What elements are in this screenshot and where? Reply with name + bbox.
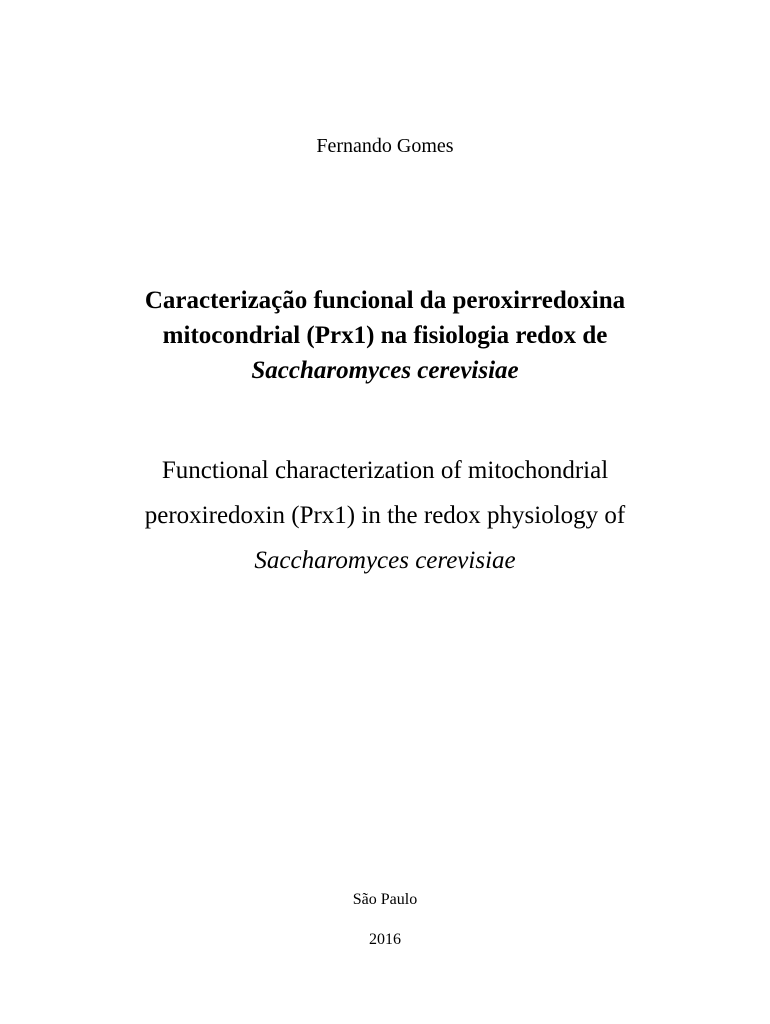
title-en-line-1: Functional characterization of mitochondrial xyxy=(161,457,609,484)
title-pt-line-3: Saccharomyces cerevisiae xyxy=(251,357,519,384)
city: São Paulo xyxy=(352,891,418,908)
title-pt-line-2: mitocondrial (Prx1) na fisiologia redox de xyxy=(162,322,608,349)
author-name: Fernando Gomes xyxy=(316,135,454,157)
title-en-line-2: peroxiredoxin (Prx1) in the redox physiology of xyxy=(144,502,626,529)
title-english xyxy=(0,448,770,583)
title-en-line-3: Saccharomyces cerevisiae xyxy=(254,547,516,574)
title-portuguese xyxy=(0,283,770,388)
year: 2016 xyxy=(369,931,401,948)
title-pt-line-1: Caracterização funcional da peroxirredoxina xyxy=(144,287,626,314)
